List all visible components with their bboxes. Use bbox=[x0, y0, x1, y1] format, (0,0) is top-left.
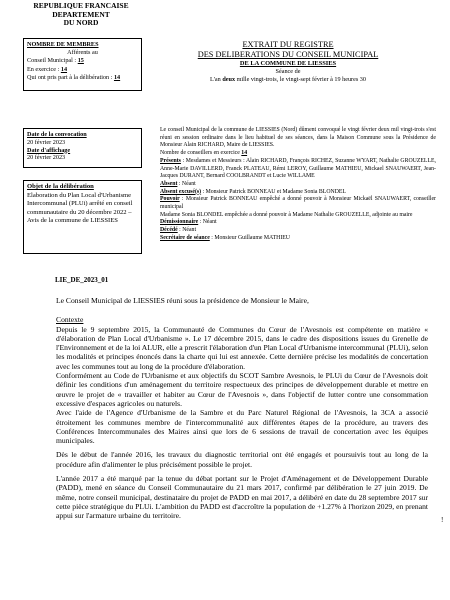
decede-text: Néant bbox=[182, 227, 197, 234]
secretaire-text: Monsieur Guillaume MATHIEU bbox=[214, 234, 290, 241]
display-date-value: 20 février 2023 bbox=[27, 154, 66, 162]
members-box bbox=[23, 38, 142, 91]
date-prefix: L'an bbox=[210, 76, 221, 83]
context-paragraph-2: Conformément au Code de l'Urbanisme et aux objectifs du SCOT Sambre Avesnois, le PLUi du Cœur de l'Avesnois doit définir les conditions d'un aménagement du territoire respectueux des principes de développement durable et mettre en œuvre le projet de « travailler et habiter au Cœur de l'Avesnois », dans l'objectif de lutter contre une consommation excessive d'espaces agricoles ou naturels. bbox=[56, 371, 428, 408]
conseillers-count bbox=[160, 150, 436, 158]
members-affected: Afférents au bbox=[67, 49, 98, 57]
extrait-title: EXTRAIT DU REGISTRE bbox=[242, 40, 334, 49]
presents-label: Présents bbox=[160, 157, 181, 164]
demission-line: Démissionnaire : Néant bbox=[160, 219, 217, 226]
context-paragraph-1: Depuis le 9 septembre 2015, la Communauté de Communes du Cœur de l'Avesnois est compétente en matière « d'élaboration de Plan Local d'Urbanisme ». Le 17 décembre 2015, dans le cadre des dispositions issues du Grenelle de l'Environnement et de la loi ALUR, elle a prescrit l'élaboration d'un Plan Local d'Urbanisme intercommunal (PLUi), selon les modalités et principes énoncés dans la charte qui lui est annexée. Cette dernière précise les modalités de concertation avec les communes tout au long de la procédure d'élaboration. bbox=[56, 324, 428, 371]
presents-line: Présents : Mesdames et Messieurs : Alain RICHARD, François RICHEZ, Suzanne WYART, Nathalie GROUZELLE, Anne-Marie DAVILLERD, Franck PLATEAU, Rémi LEROY, Guillaume MATHIEU, Mickael SNAUWAERT, Jean-Jacques DURANT, Bernard COOLBRANDT et Lucie WILLAME bbox=[160, 157, 436, 180]
participated-label: Qui ont pris part à la délibération : bbox=[27, 73, 113, 81]
participated-count bbox=[27, 74, 138, 82]
excuses-text: Monsieur Patrick BONNEAU et Madame Sonia BLONDEL bbox=[205, 188, 346, 195]
context-paragraph-4: Dès le début de l'année 2016, les travaux du diagnostic territorial ont été engagés et poursuivis tout au long de la procédure afin d'alimenter le plus précisément possible le projet. bbox=[56, 450, 428, 469]
council-label: Conseil Municipal : bbox=[27, 57, 77, 65]
objet-text: Elaboration du Plan Local d'Urbanisme Intercommunal (PLUi) arrêté en conseil communautaire du 20 décembre 2022 – Avis de la commune de LIESSIES bbox=[27, 191, 133, 225]
commune-name: DE LA COMMUNE DE LIESSIES bbox=[239, 60, 337, 67]
opening-paragraph: Le Conseil Municipal de LIESSIES réuni sous la présidence de Monsieur le Maire, bbox=[56, 296, 309, 305]
secretaire-label: Secrétaire de séance bbox=[160, 234, 210, 241]
decede-label: Décédé bbox=[160, 227, 178, 234]
contexte-heading: Contexte bbox=[56, 315, 84, 325]
extrait-subtitle: DES DELIBERATIONS DU CONSEIL MUNICIPAL bbox=[197, 50, 379, 59]
secretaire-line: Secrétaire de séance : Monsieur Guillaume MATHIEU bbox=[160, 234, 290, 241]
absent-text: Néant bbox=[181, 180, 196, 187]
absent-label: Absent bbox=[160, 180, 178, 187]
intro-paragraph: Le conseil Municipal de la commune de LIESSIES (Nord) dûment convoqué le vingt février deux mil vingt-trois s'est réuni en session ordinaire dans le lieu habituel de ses séances, dans la Maison Commune sous la Présidence de Monsieur Alain RICHARD, Maire de LIESSIES. bbox=[160, 127, 436, 149]
date-bold: deux bbox=[222, 76, 236, 83]
demission-text: Néant bbox=[202, 219, 217, 226]
presents-text: Mesdames et Messieurs : Alain RICHARD, François RICHEZ, Suzanne WYART, Nathalie GROUZELLE, Anne-Marie DAVILLERD, Franck PLATEAU, Rémi LEROY, Guillaume MATHIEU, Mickael SNAUWAERT, Jean-Jacques DURANT, Bernard COOLBRANDT et Lucie WILLAME bbox=[160, 157, 436, 180]
objet-label: Objet de la délibération bbox=[27, 183, 94, 190]
conseillers-label: Nombre de conseillers en exercice bbox=[160, 150, 240, 157]
department-line: DEPARTEMENT bbox=[52, 9, 110, 19]
department-name: DU NORD bbox=[63, 18, 99, 27]
context-paragraph-5: L'année 2017 a été marqué par la tenue du débat portant sur le Projet d'Aménagement et de Développement Durable (PADD), mené en séance du Conseil Communautaire du 21 mars 2017, confirmé par délibération le 27 juin 2019. De même, notre conseil municipal, destinataire du projet de PADD en mai 2017, a délibéré en date du 28 septembre 2017 sur cette pièce stratégique du PLUi. L'ambition du PADD est d'accroître la population de +1.27% à l'horizon 2029, en prenant appui sur l'armature urbaine du territoire. bbox=[56, 474, 428, 521]
seance-date bbox=[150, 76, 426, 84]
extrait-header bbox=[150, 40, 426, 84]
republic-header bbox=[25, 2, 137, 32]
council-count bbox=[27, 57, 138, 65]
context-paragraph-3: Avec l'aide de l'Agence d'Urbanisme de la Sambre et du Parc Naturel Régional de l'Avesnois, la 3CA a associé étroitement les communes membre de l'intercommunalité aux différentes étapes de la procédure, au travers des Conférences Intercommunales des Maires ainsi que lors de 6 sessions de travail de concertation avec les équipes municipales. bbox=[56, 408, 428, 446]
attendance-section bbox=[160, 127, 436, 243]
council-value: 15 bbox=[77, 57, 84, 65]
demission-label: Démissionnaire bbox=[160, 219, 199, 226]
absent-line: Absent : Néant bbox=[160, 180, 196, 187]
margin-mark: ! bbox=[441, 516, 444, 524]
objet-box bbox=[23, 180, 142, 254]
convocation-date-label: Date de la convocation bbox=[27, 131, 87, 138]
date-rest: mille vingt-trois, le vingt-sept février à 19 heures 30 bbox=[236, 76, 366, 83]
excuses-line: Absent excusé(s) : Monsieur Patrick BONNEAU et Madame Sonia BLONDEL bbox=[160, 188, 346, 195]
pouvoir-text-1: Monsieur Patrick BONNEAU empêché a donné pouvoir à Monsieur Mickaël SNAUWAERT, conseiller municipal bbox=[160, 196, 436, 211]
pouvoir-line: Pouvoir : Monsieur Patrick BONNEAU empêché a donné pouvoir à Monsieur Mickaël SNAUWAERT, conseiller municipal bbox=[160, 196, 436, 211]
exercise-count bbox=[27, 66, 138, 74]
seance-label: Séance de bbox=[275, 68, 301, 75]
exercise-value: 14 bbox=[60, 65, 68, 73]
pouvoir-line-2: Madame Sonia BLONDEL empêchée a donné pouvoir à Madame Nathalie GROUZELLE, adjointe au maire bbox=[160, 211, 413, 218]
convocation-date-value: 20 février 2023 bbox=[27, 138, 66, 146]
deliberation-reference: LIE_DE_2023_01 bbox=[55, 276, 109, 284]
members-title: NOMBRE DE MEMBRES bbox=[27, 41, 99, 48]
republic-line: REPUBLIQUE FRANCAISE bbox=[33, 1, 129, 10]
conseillers-value: 14 bbox=[241, 150, 248, 157]
deliberation-body bbox=[56, 296, 428, 521]
pouvoir-label: Pouvoir bbox=[160, 196, 180, 203]
decede-line: Décédé : Néant bbox=[160, 227, 197, 234]
display-date-label: Date d'affichage bbox=[27, 146, 71, 154]
exercise-label: En exercice : bbox=[27, 65, 60, 73]
convocation-box bbox=[23, 128, 142, 168]
excuses-label: Absent excusé(s) bbox=[160, 188, 202, 195]
participated-value: 14 bbox=[113, 73, 121, 81]
